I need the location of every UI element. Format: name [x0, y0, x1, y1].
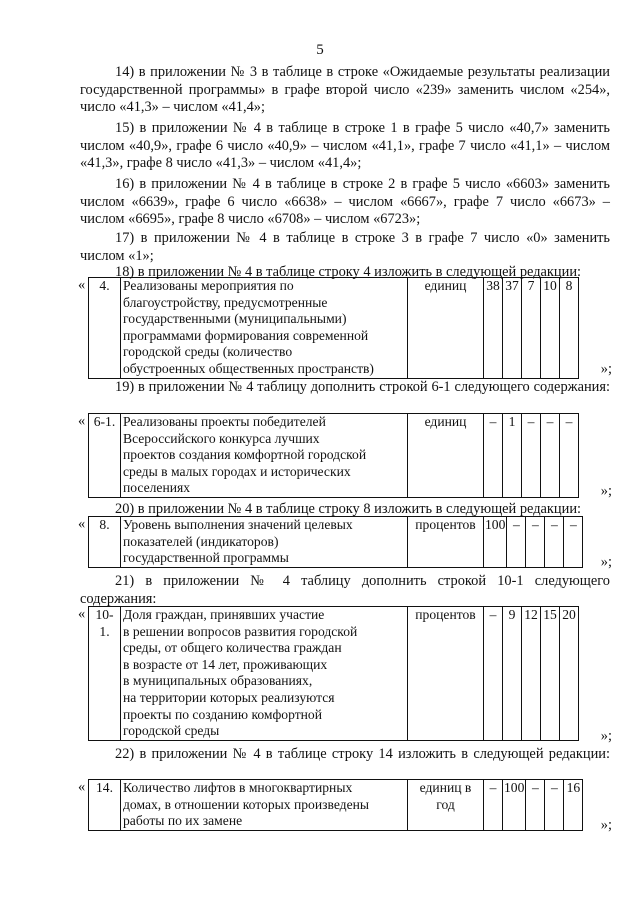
- name-line: программами формирования современной: [123, 327, 369, 343]
- value-col-8: –: [545, 517, 564, 568]
- table-row: [89, 414, 579, 498]
- paragraph-17: 17) в приложении № 4 в таблице в строке 3 в графе 7 число «0» заменить числом «1»;: [80, 230, 610, 264]
- quote-open: «: [78, 277, 86, 293]
- paragraph-15: 15) в приложении № 4 в таблице в строке 1 в графе 5 число «40,7» заменить числом «40,9», графе 6 число «40,9» – числом «41,1», графе 7 число «41,1» – числом «41,3», графе 8 число «41,3» – числом «41,4»;: [80, 120, 610, 172]
- row-number: 14.: [89, 780, 121, 831]
- row-unit: единиц: [408, 278, 484, 379]
- name-line: Количество лифтов в многоквартирных: [123, 780, 353, 795]
- name-line: обустроенных общественных пространств): [123, 360, 374, 376]
- indicator-table-row-14: [88, 779, 583, 831]
- row-number: 10-1.: [89, 607, 121, 741]
- value-col-9: –: [560, 414, 579, 498]
- name-line: проекты по созданию комфортной: [123, 706, 323, 722]
- table-row-10-1-block: [80, 606, 610, 744]
- name-line: домах, в отношении которых произведены: [123, 796, 370, 812]
- paragraph-19: 19) в приложении № 4 таблицу дополнить строкой 6-1 следующего содержания:: [115, 379, 610, 395]
- name-line: Доля граждан, принявших участие: [123, 607, 325, 622]
- row-name: [121, 607, 408, 741]
- value-col-7: 7: [522, 278, 541, 379]
- name-line: Реализованы мероприятия по: [123, 278, 294, 293]
- paragraph-20: 20) в приложении № 4 в таблице строку 8 изложить в следующей редакции:: [115, 501, 582, 517]
- name-line: в возрасте от 14 лет, проживающих: [123, 656, 328, 672]
- value-col-7: 12: [522, 607, 541, 741]
- value-col-6: –: [507, 517, 526, 568]
- row-name: [121, 414, 408, 498]
- quote-close: »;: [600, 817, 612, 833]
- name-line: Всероссийского конкурса лучших: [123, 430, 320, 446]
- value-col-9: 16: [564, 780, 583, 831]
- row-name: [121, 780, 408, 831]
- name-line: проектов создания комфортной городской: [123, 447, 367, 463]
- paragraph-16: 16) в приложении № 4 в таблице в строке 2 в графе 5 число «6603» заменить числом «6639», графе 6 число «6638» – числом «6667», графе 7 число «6673» – числом «6695», графе 8 число «6708» – числом «6723»;: [80, 176, 610, 228]
- quote-close: »;: [600, 728, 612, 744]
- row-unit: процентов: [408, 607, 484, 741]
- table-row: [89, 517, 583, 568]
- row-unit: процентов: [408, 517, 484, 568]
- value-col-8: –: [545, 780, 564, 831]
- name-line: Реализованы проекты победителей: [123, 414, 326, 429]
- quote-open: «: [78, 413, 86, 429]
- value-col-6: 9: [503, 607, 522, 741]
- table-row-4-block: [80, 277, 610, 377]
- row-number: 8.: [89, 517, 121, 568]
- quote-close: »;: [600, 483, 612, 499]
- table-row: [89, 278, 579, 379]
- paragraph-18: 18) в приложении № 4 в таблице строку 4 изложить в следующей редакции:: [115, 264, 582, 280]
- quote-open: «: [78, 779, 86, 795]
- name-line: государственной программы: [123, 550, 289, 566]
- page-number: 5: [316, 42, 324, 58]
- value-col-5: 38: [484, 278, 503, 379]
- indicator-table-row-4: [88, 277, 579, 379]
- name-line: благоустройству, предусмотренные: [123, 294, 328, 310]
- paragraph-14: 14) в приложении № 3 в таблице в строке «Ожидаемые результаты реализации государственной программы» в графе второй число «239» заменить числом «254», число «41,3» – числом «41,4»;: [80, 64, 610, 116]
- value-col-8: 10: [541, 278, 560, 379]
- value-col-5: 100: [484, 517, 507, 568]
- row-name: [121, 278, 408, 379]
- paragraph-22: 22) в приложении № 4 в таблице строку 14 изложить в следующей редакции:: [115, 746, 610, 762]
- value-col-8: 15: [541, 607, 560, 741]
- table-row-8-block: [80, 516, 610, 570]
- name-line: среды в малых городах и исторических: [123, 463, 351, 479]
- indicator-table-row-8: [88, 516, 583, 568]
- quote-close: »;: [600, 554, 612, 570]
- name-line: Уровень выполнения значений целевых: [123, 517, 353, 532]
- value-col-7: –: [526, 517, 545, 568]
- name-line: государственными (муниципальными): [123, 311, 347, 327]
- value-col-6: 100: [503, 780, 526, 831]
- value-col-8: –: [541, 414, 560, 498]
- value-col-9: 20: [560, 607, 579, 741]
- value-col-7: –: [522, 414, 541, 498]
- indicator-table-row-10-1: [88, 606, 579, 741]
- value-col-5: –: [484, 607, 503, 741]
- name-line: поселениях: [123, 480, 191, 496]
- row-number: 6-1.: [89, 414, 121, 498]
- paragraph-21: 21) в приложении № 4 таблицу дополнить строкой 10-1 следующего содержания:: [80, 573, 610, 607]
- table-row-6-1-block: [80, 413, 610, 499]
- quote-close: »;: [600, 361, 612, 377]
- name-line: в решении вопросов развития городской: [123, 623, 358, 639]
- name-line: городской среды (количество: [123, 344, 293, 360]
- row-unit: единиц в год: [408, 780, 484, 831]
- row-number: 4.: [89, 278, 121, 379]
- name-line: показателей (индикаторов): [123, 533, 279, 549]
- value-col-7: –: [526, 780, 545, 831]
- table-row: [89, 780, 583, 831]
- name-line: городской среды: [123, 723, 220, 739]
- value-col-5: –: [484, 414, 503, 498]
- name-line: на территории которых реализуются: [123, 689, 335, 705]
- name-line: в муниципальных образованиях,: [123, 673, 313, 689]
- value-col-9: –: [564, 517, 583, 568]
- name-line: работы по их замене: [123, 813, 243, 829]
- table-row: [89, 607, 579, 741]
- value-col-6: 37: [503, 278, 522, 379]
- quote-open: «: [78, 606, 86, 622]
- row-name: [121, 517, 408, 568]
- table-row-14-block: [80, 779, 610, 833]
- value-col-5: –: [484, 780, 503, 831]
- quote-open: «: [78, 516, 86, 532]
- value-col-9: 8: [560, 278, 579, 379]
- indicator-table-row-6-1: [88, 413, 579, 498]
- row-unit: единиц: [408, 414, 484, 498]
- value-col-6: 1: [503, 414, 522, 498]
- name-line: среды, от общего количества граждан: [123, 640, 342, 656]
